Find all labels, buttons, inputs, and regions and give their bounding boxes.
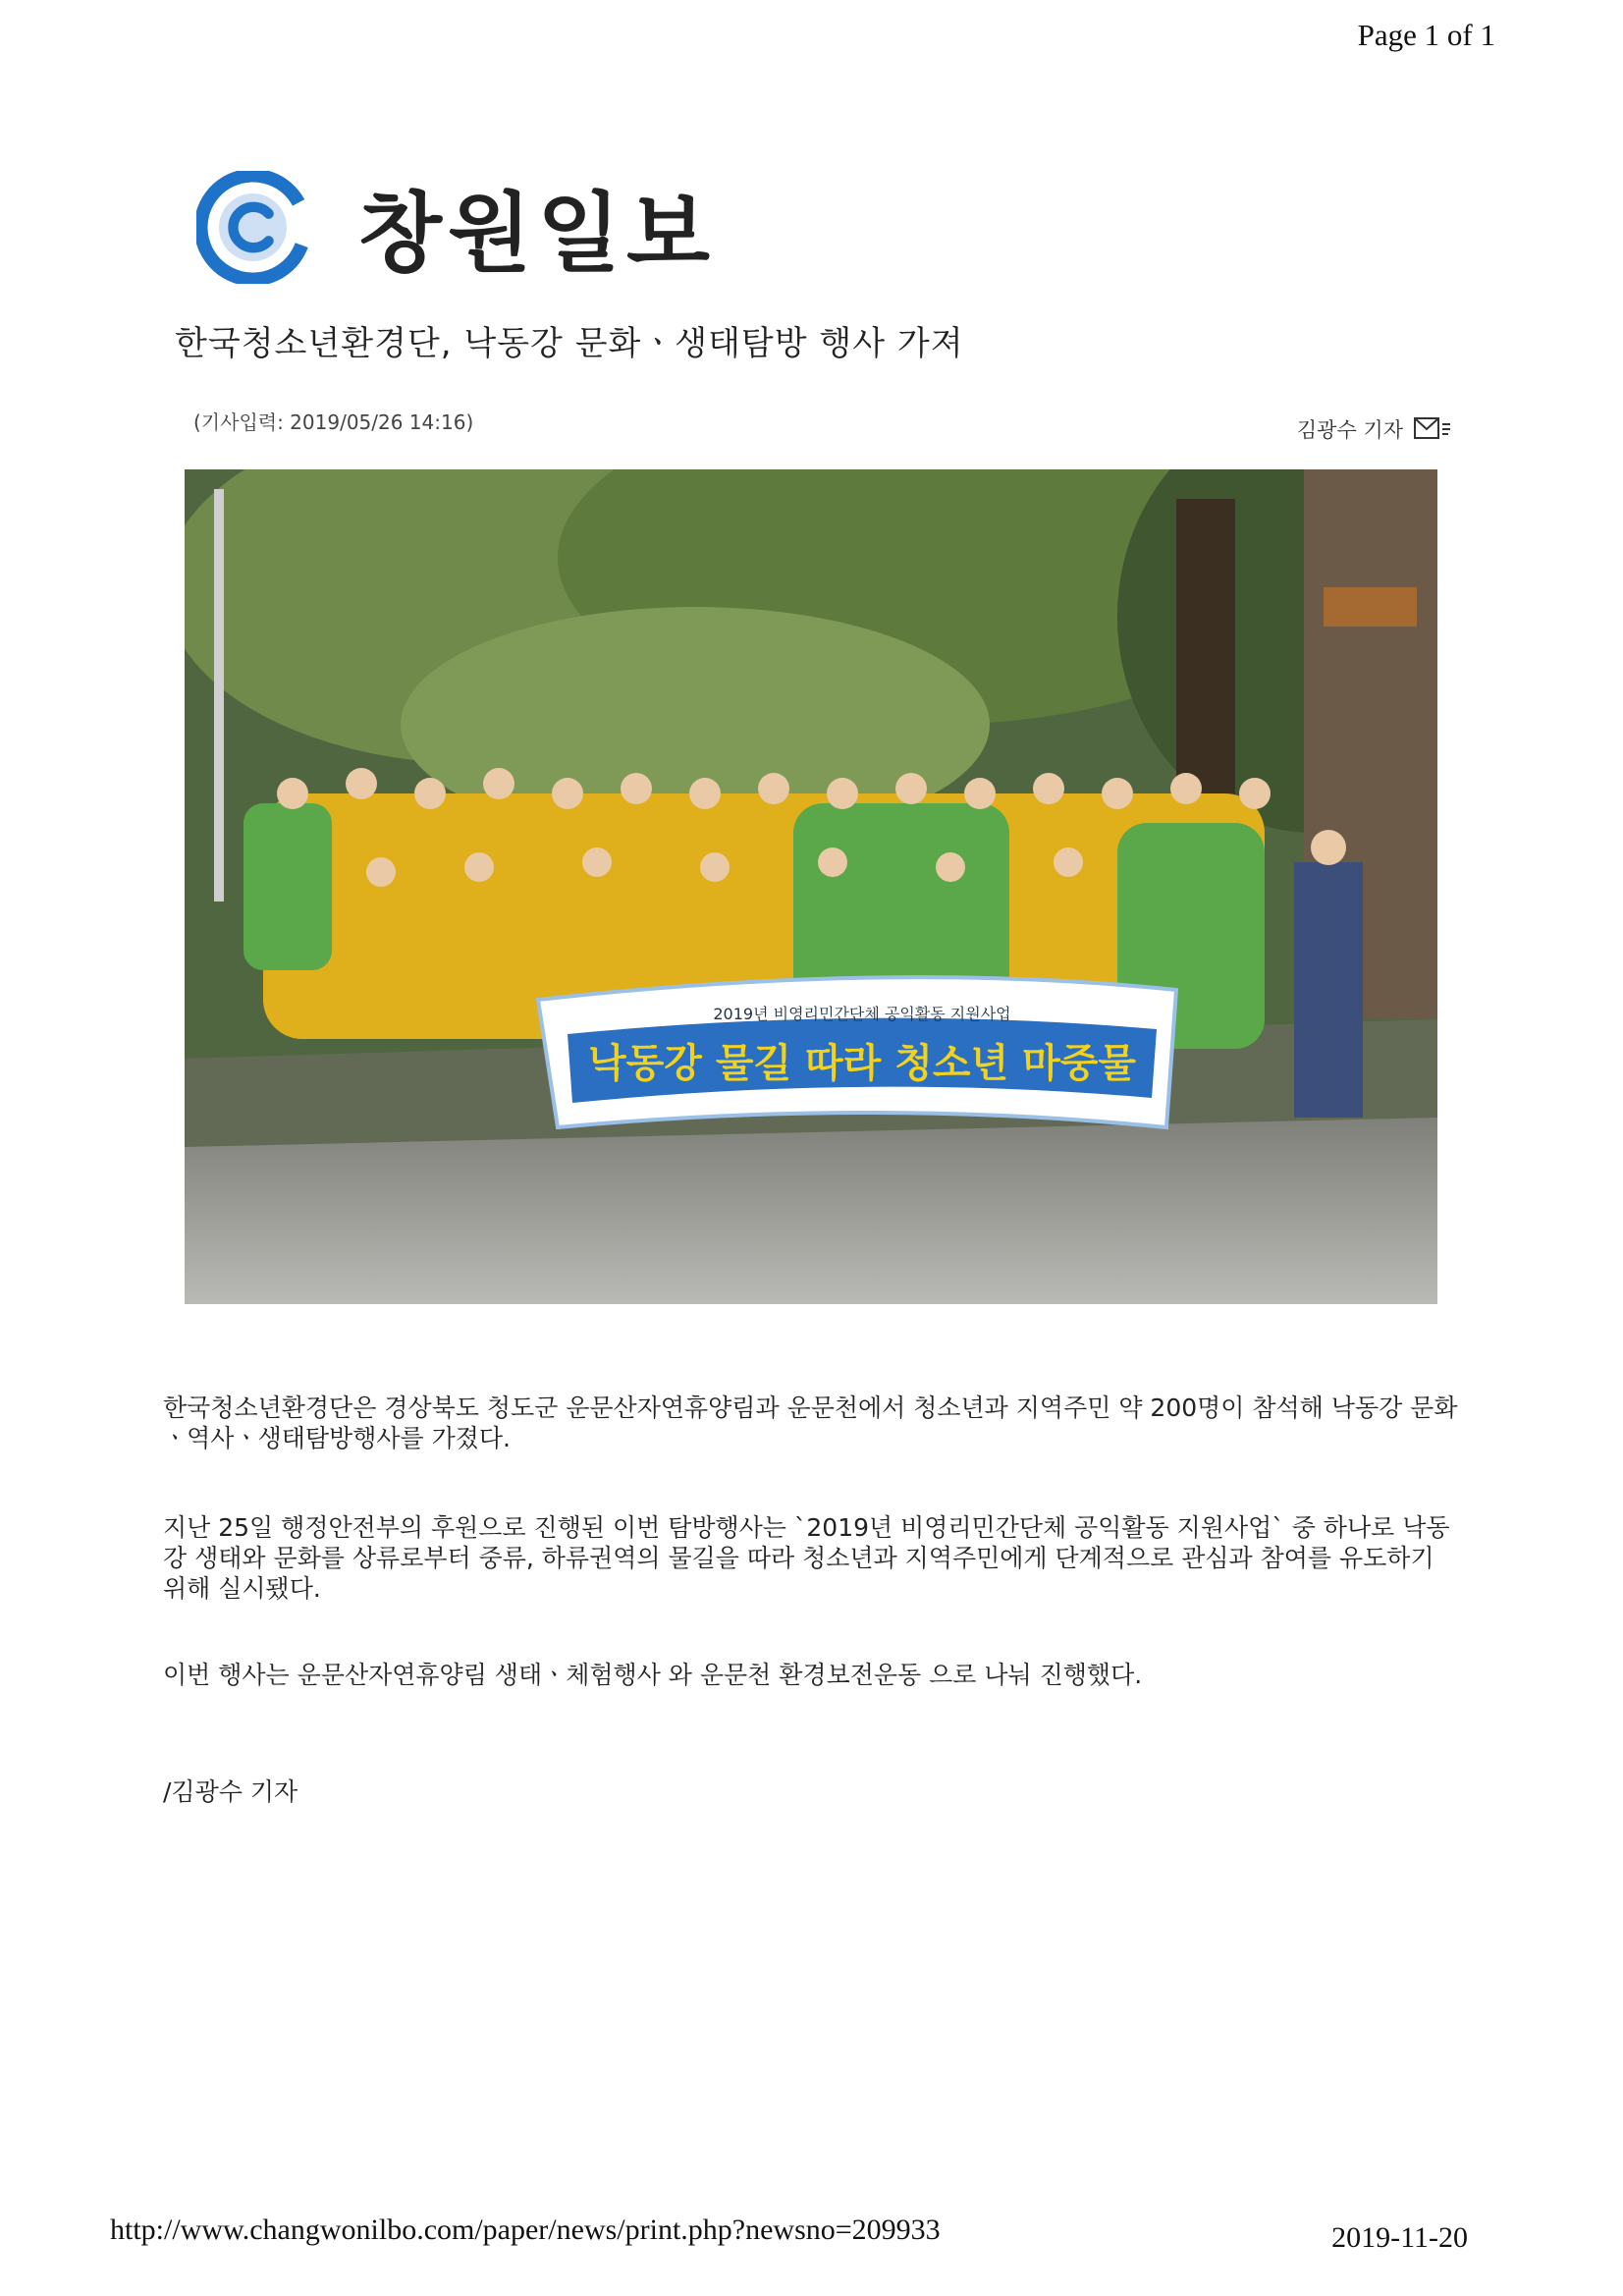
article-byline: /김광수 기자: [163, 1777, 298, 1806]
article-paragraph: 이번 행사는 운문산자연휴양림 생태ㆍ체험행사 와 운문천 환경보전운동 으로 나눠 진행했다.: [163, 1661, 1143, 1689]
banner-title: 낙동강 물길 따라 청소년 마중물: [587, 1041, 1137, 1086]
group-photo: [185, 469, 1437, 1304]
page-indicator: Page 1 of 1: [1357, 18, 1495, 52]
published-date: (기사입력: 2019/05/26 14:16): [193, 410, 474, 434]
banner-subtitle: 2019년 비영리민간단체 공익활동 지원사업: [713, 1005, 1011, 1023]
article-headline: 한국청소년환경단, 낙동강 문화ㆍ생태탐방 행사 가져: [175, 324, 964, 363]
brand-name: 창원일보: [358, 183, 717, 284]
source-url[interactable]: http://www.changwonilbo.com/paper/news/print.php?newsno=209933: [110, 2214, 941, 2246]
print-date: 2019-11-20: [1331, 2221, 1468, 2254]
reporter-name: 김광수 기자: [1296, 418, 1403, 442]
event-banner: [538, 977, 1176, 1127]
article-paragraph: 한국청소년환경단은 경상북도 청도군 운문산자연휴양림과 운문천에서 청소년과 지역주민 약 200명이 참석해 낙동강 문화ㆍ역사ㆍ생태탐방행사를 가졌다.: [163, 1394, 1458, 1452]
masthead-logo[interactable]: [196, 165, 716, 289]
article-paragraph: 지난 25일 행정안전부의 후원으로 진행된 이번 탐방행사는 `2019년 비영리민간단체 공익활동 지원사업` 중 하나로 낙동강 생태와 문화를 상류로부터 중류, 하류권역의 물길을 따라 청소년과 지역주민에게 단계적으로 관심과 참여를 유도하기 위해 실시됐다.: [163, 1513, 1450, 1603]
changwon-ilbo-c-logo-icon: [196, 171, 309, 284]
email-icon[interactable]: [1413, 416, 1452, 442]
reporter-info: [1297, 414, 1452, 444]
